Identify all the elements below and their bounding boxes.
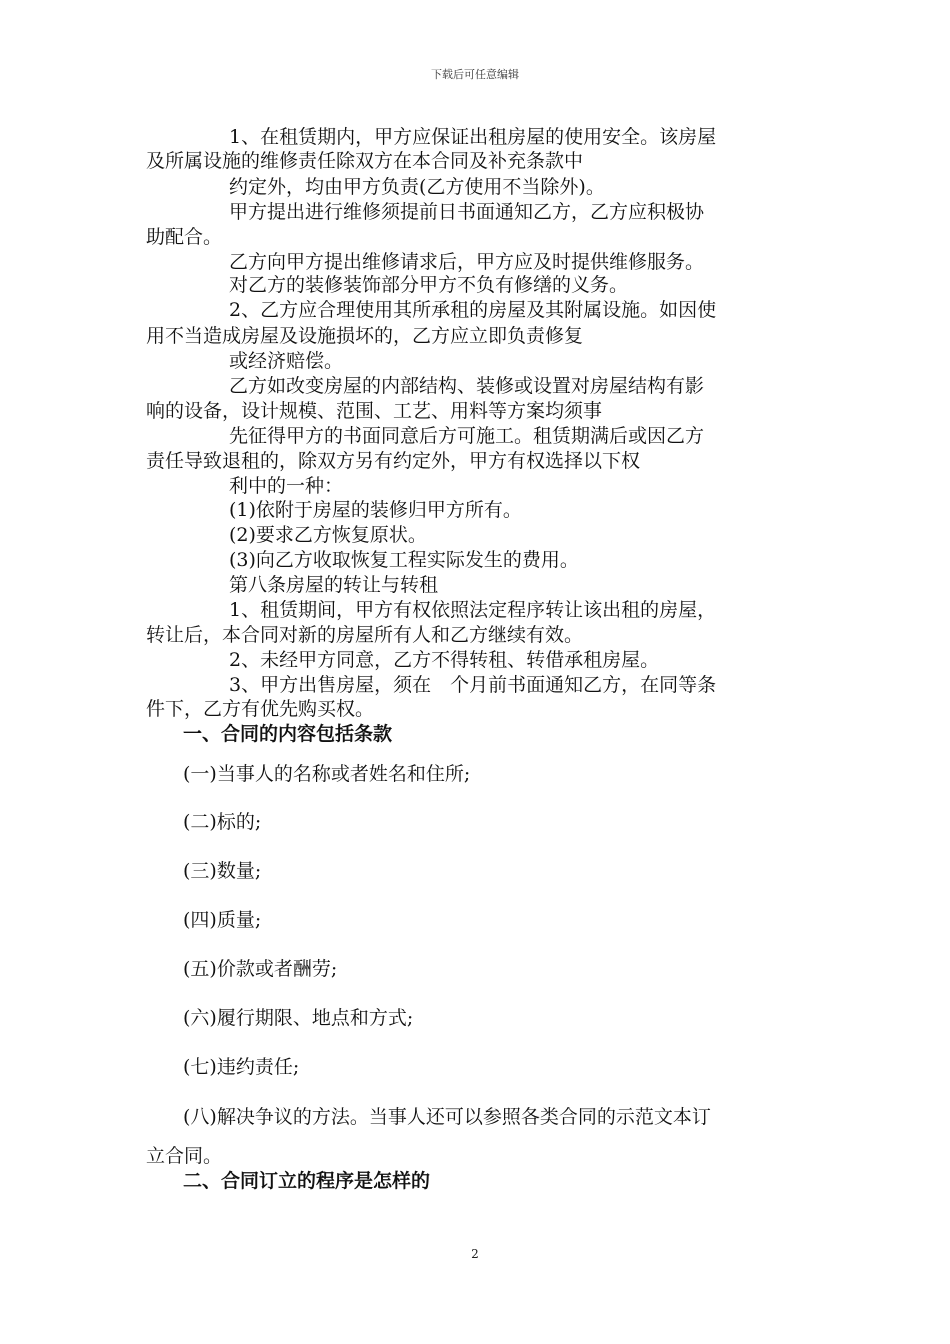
text-line: 甲方提出进行维修须提前日书面通知乙方，乙方应积极协 [229, 201, 705, 223]
text-line: 用不当造成房屋及设施损坏的，乙方应立即负责修复 [146, 325, 584, 347]
text-line: 约定外，均由甲方负责(乙方使用不当除外)。 [229, 176, 605, 198]
page-header: 下载后可任意编辑 [431, 68, 519, 81]
text-line: (2)要求乙方恢复原状。 [229, 524, 427, 546]
list-item: (三)数量; [183, 860, 262, 882]
text-line: 责任导致退租的，除双方另有约定外，甲方有权选择以下权 [146, 450, 641, 472]
text-line: 1、在租赁期内，甲方应保证出租房屋的使用安全。该房屋 [229, 126, 717, 148]
list-item: (一)当事人的名称或者姓名和住所; [183, 763, 471, 785]
text-line: 第八条房屋的转让与转租 [229, 574, 439, 596]
text-line: 件下，乙方有优先购买权。 [146, 698, 375, 720]
list-item: (七)违约责任; [183, 1056, 300, 1078]
text-line: 乙方向甲方提出维修请求后，甲方应及时提供维修服务。 [229, 251, 705, 273]
list-item: (八)解决争议的方法。当事人还可以参照各类合同的示范文本订 [183, 1106, 711, 1128]
page-number: 2 [471, 1247, 479, 1261]
text-line: 3、甲方出售房屋，须在 个月前书面通知乙方，在同等条 [229, 674, 717, 696]
text-line: 1、租赁期间，甲方有权依照法定程序转让该出租的房屋， [229, 599, 717, 621]
text-line: 响的设备，设计规模、范围、工艺、用料等方案均须事 [146, 400, 603, 422]
text-line: (3)向乙方收取恢复工程实际发生的费用。 [229, 549, 579, 571]
text-line: 助配合。 [146, 226, 223, 248]
text-line: 或经济赔偿。 [229, 350, 344, 372]
list-item: (二)标的; [183, 811, 262, 833]
text-line: 2、乙方应合理使用其所承租的房屋及其附属设施。如因使 [229, 299, 717, 321]
list-item: (六)履行期限、地点和方式; [183, 1007, 414, 1029]
text-line: 转让后，本合同对新的房屋所有人和乙方继续有效。 [146, 624, 584, 646]
section-heading: 一、合同的内容包括条款 [183, 723, 393, 745]
text-line: 对乙方的装修装饰部分甲方不负有修缮的义务。 [229, 274, 629, 296]
text-line: 乙方如改变房屋的内部结构、装修或设置对房屋结构有影 [229, 375, 705, 397]
text-line: (1)依附于房屋的装修归甲方所有。 [229, 499, 522, 521]
list-item: 立合同。 [146, 1145, 223, 1167]
text-line: 2、未经甲方同意，乙方不得转租、转借承租房屋。 [229, 649, 660, 671]
section-heading: 二、合同订立的程序是怎样的 [183, 1170, 431, 1192]
text-line: 先征得甲方的书面同意后方可施工。租赁期满后或因乙方 [229, 425, 705, 447]
list-item: (四)质量; [183, 909, 262, 931]
text-line: 及所属设施的维修责任除双方在本合同及补充条款中 [146, 150, 584, 172]
text-line: 利中的一种： [229, 475, 344, 497]
list-item: (五)价款或者酬劳; [183, 958, 338, 980]
